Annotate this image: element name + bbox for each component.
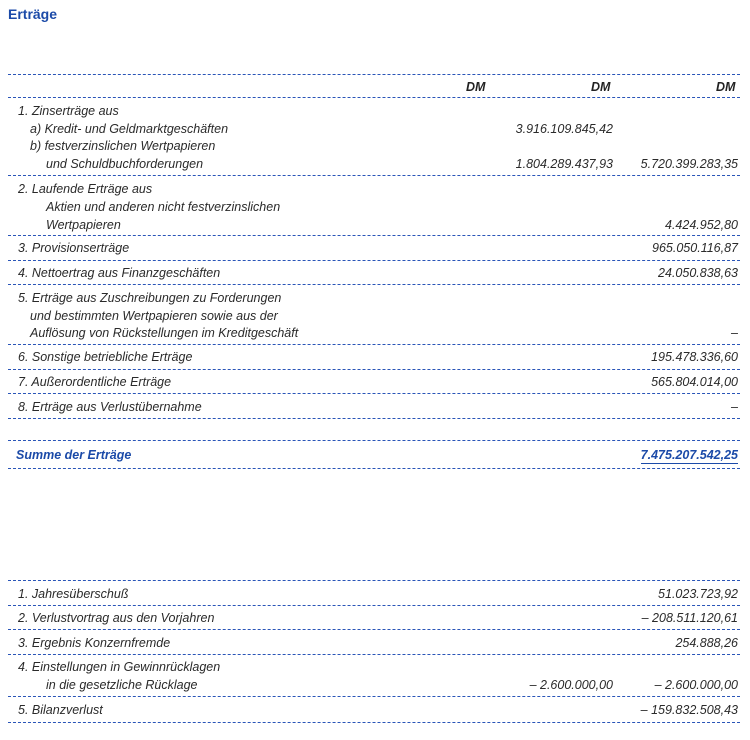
row-label: 7. Außerordentliche Erträge [18,375,172,389]
row-label: 4. Einstellungen in Gewinnrücklagen [18,660,221,674]
row-label: b) festverzinslichen Wertpapieren [30,139,216,153]
row-label: a) Kredit- und Geldmarktgeschäften [30,122,229,136]
sum-label: Summe der Erträge [16,448,132,462]
row-label: Wertpapieren [46,218,121,232]
divider [8,97,740,98]
column-header-1: DM [466,80,486,94]
value-col2: 24.050.838,63 [658,266,738,280]
divider [8,696,740,697]
value-col2: – [731,326,738,340]
row-label: 5. Bilanzverlust [18,703,103,717]
divider [8,605,740,606]
row-label: 2. Laufende Erträge aus [18,182,153,196]
row-label: 1. Zinserträge aus [18,104,119,118]
value-col1: 1.804.289.437,93 [515,157,613,171]
row-label: 8. Erträge aus Verlustübernahme [18,400,202,414]
row-label: 4. Nettoertrag aus Finanzgeschäften [18,266,221,280]
divider [8,260,740,261]
row-label: in die gesetzliche Rücklage [46,678,198,692]
divider [8,440,740,441]
value-col2: – 208.511.120,61 [641,611,738,625]
row-label: Aktien und anderen nicht festverzinslichen [46,200,281,214]
divider [8,175,740,176]
value-col2: 51.023.723,92 [658,587,738,601]
divider [8,74,740,75]
divider [8,235,740,236]
divider [8,369,740,370]
value-col2: – [731,400,738,414]
row-label: 2. Verlustvortrag aus den Vorjahren [18,611,215,625]
row-label: und Schuldbuchforderungen [46,157,204,171]
row-label: 6. Sonstige betriebliche Erträge [18,350,193,364]
divider [8,722,740,723]
value-col2: 965.050.116,87 [652,241,738,255]
row-label: 3. Provisionserträge [18,241,130,255]
sum-value-text: 7.475.207.542,25 [640,448,738,462]
divider [8,580,740,581]
value-col2: 565.804.014,00 [651,375,738,389]
row-label: und bestimmten Wertpapieren sowie aus der [30,309,278,323]
divider [8,629,740,630]
divider [8,344,740,345]
column-header-2: DM [591,80,611,94]
value-col1: 3.916.109.845,42 [515,122,613,136]
sum-value [641,447,738,463]
divider [8,393,740,394]
value-col2: 4.424.952,80 [665,218,738,232]
value-col2: – 2.600.000,00 [654,678,738,692]
row-label: 1. Jahresüberschuß [18,587,129,601]
value-col1: – 2.600.000,00 [529,678,613,692]
divider [8,468,740,469]
divider [8,654,740,655]
divider [8,284,740,285]
row-label: 5. Erträge aus Zuschreibungen zu Forderungen [18,291,282,305]
value-col2: 195.478.336,60 [651,350,738,364]
value-col2: 254.888,26 [675,636,738,650]
value-col2: 5.720.399.283,35 [640,157,738,171]
value-col2: – 159.832.508,43 [640,703,738,717]
row-label: 3. Ergebnis Konzernfremde [18,636,171,650]
row-label: Auflösung von Rückstellungen im Kreditgeschäft [30,326,299,340]
column-header-3: DM [716,80,736,94]
page-title: Erträge [8,6,58,22]
divider [8,418,740,419]
